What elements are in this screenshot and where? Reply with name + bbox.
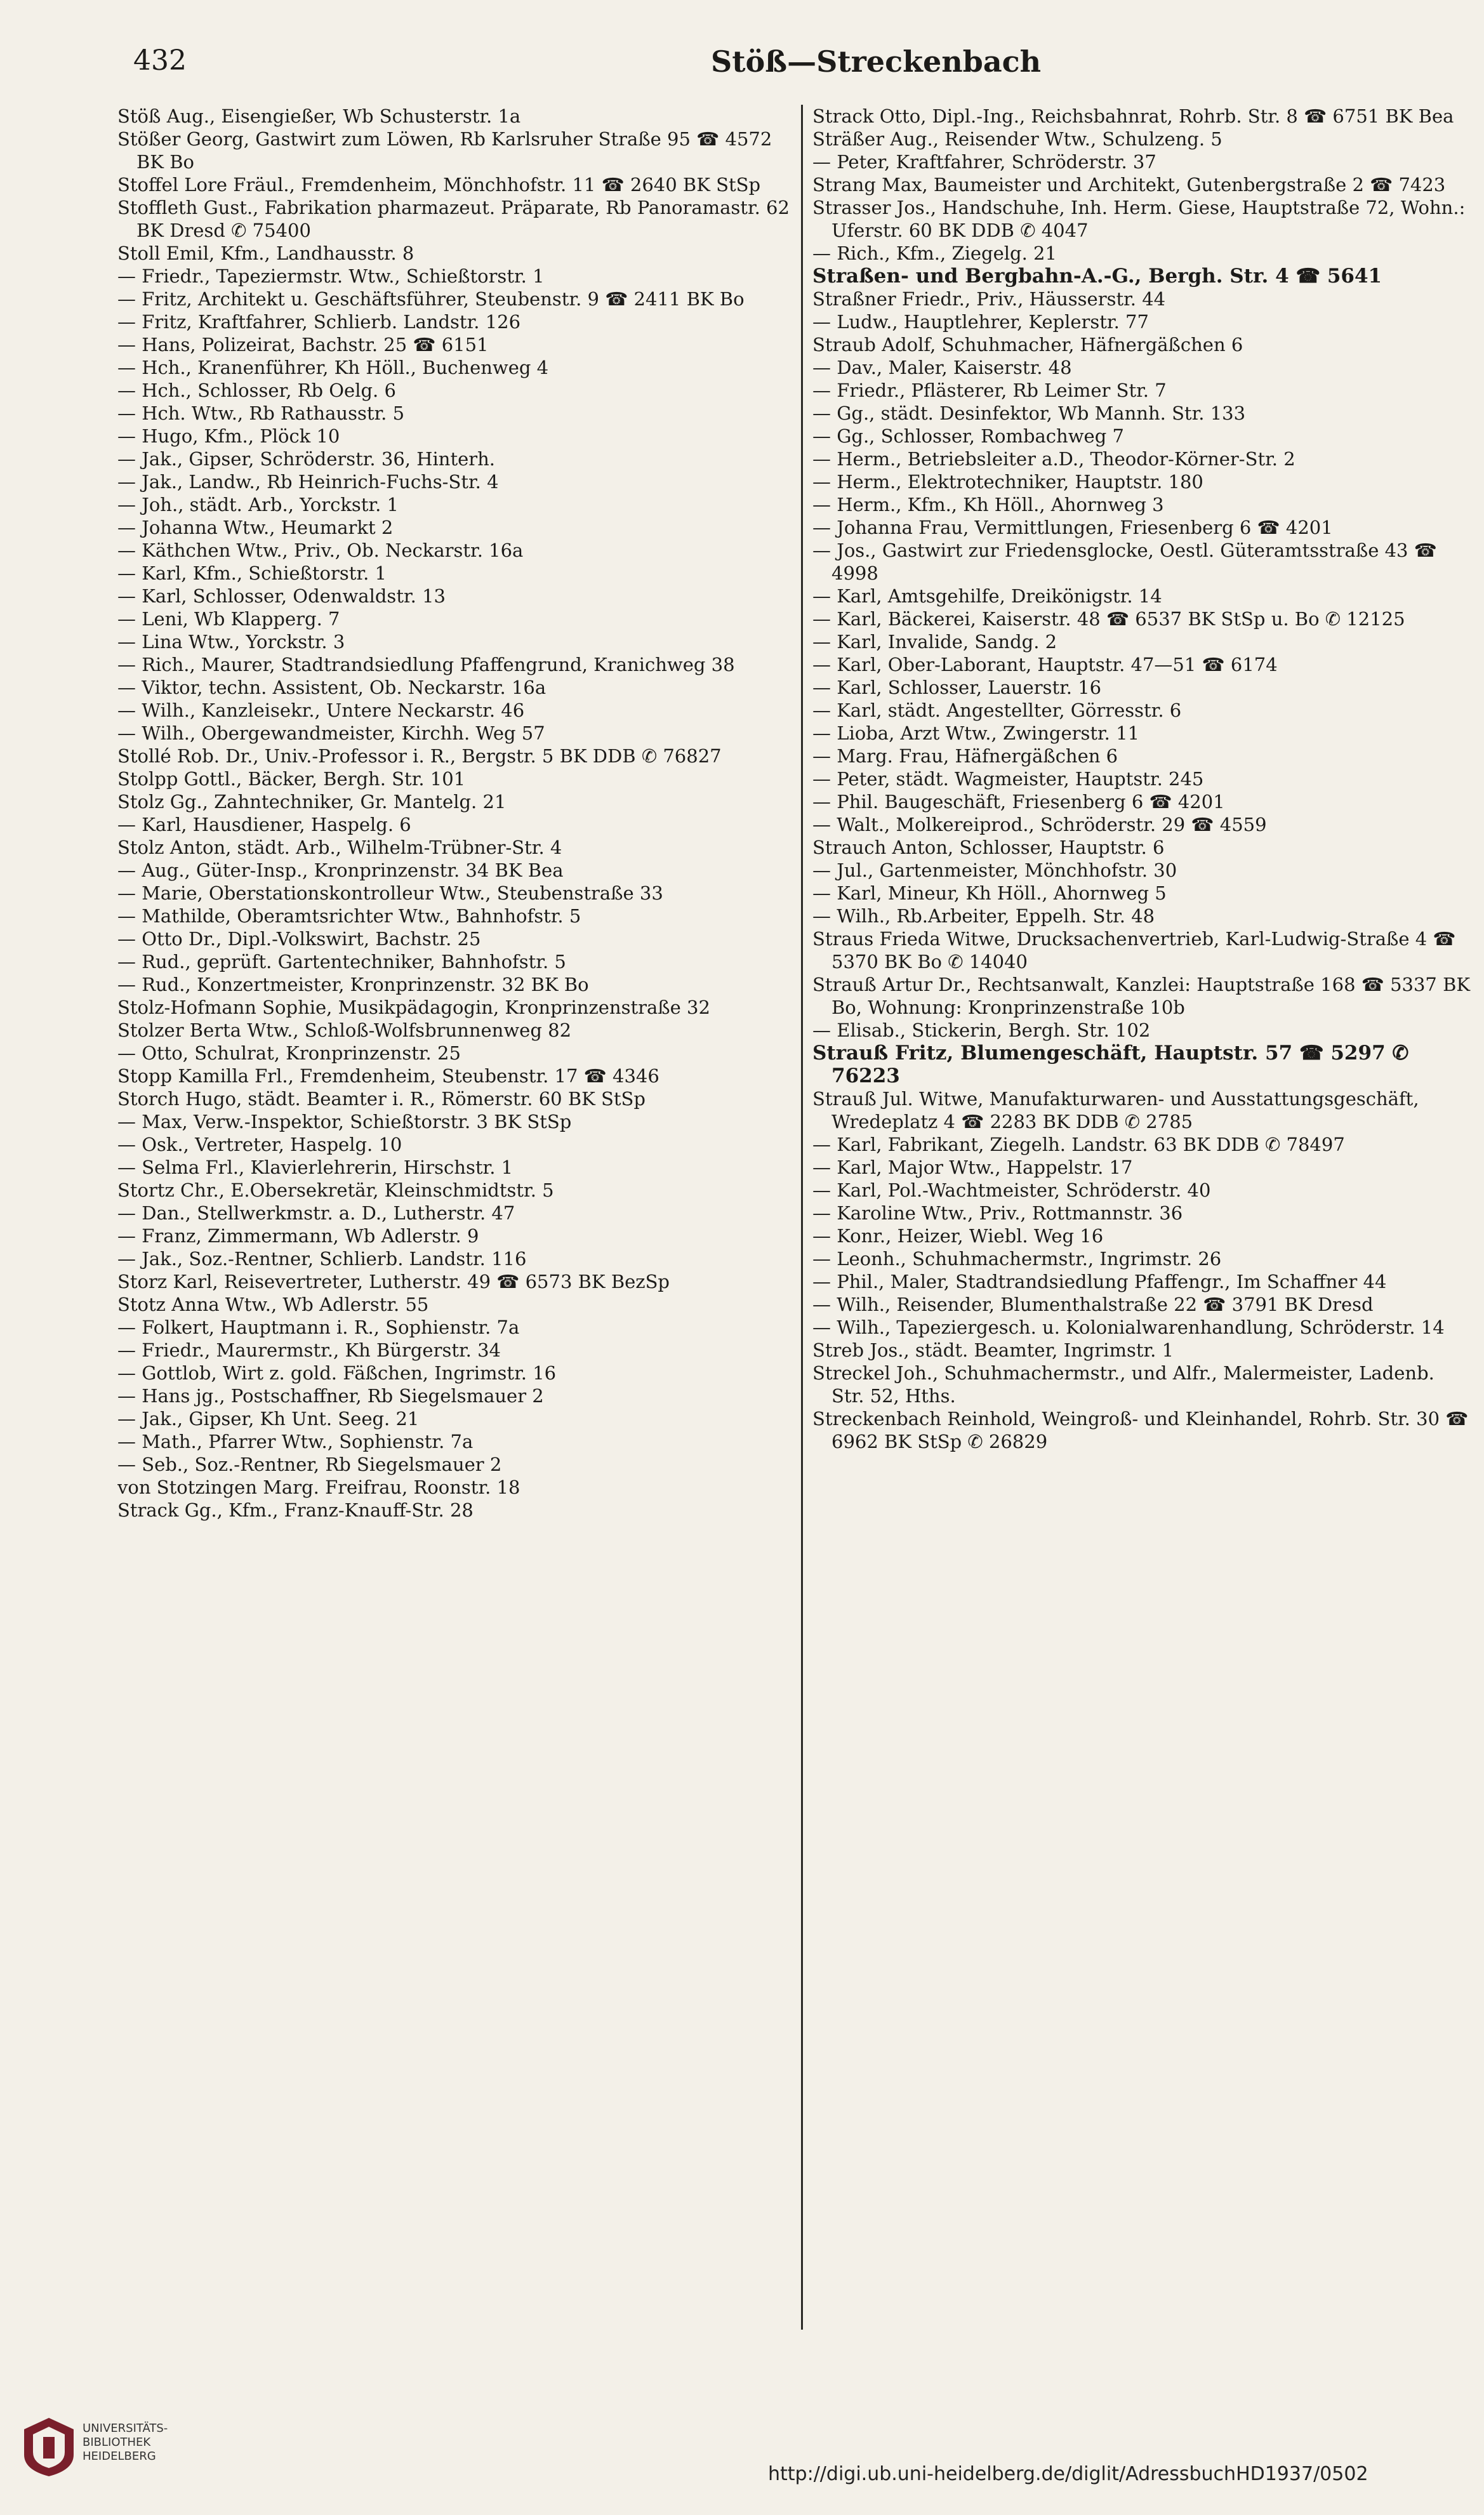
directory-entry: — Friedr., Maurermstr., Kh Bürgerstr. 34 [117, 1339, 501, 1361]
directory-entry: — Gg., städt. Desinfektor, Wb Mannh. Str. 133 [812, 402, 1246, 424]
left-column [117, 105, 797, 2330]
directory-entry: — Leni, Wb Klapperg. 7 [117, 608, 340, 630]
directory-entry: — Elisab., Stickerin, Bergh. Str. 102 [812, 1019, 1151, 1041]
directory-entry: Strauch Anton, Schlosser, Hauptstr. 6 [812, 837, 1165, 858]
directory-entry: Stoll Emil, Kfm., Landhausstr. 8 [117, 242, 414, 264]
directory-entry: Sträßer Aug., Reisender Wtw., Schulzeng. 5 [812, 128, 1222, 150]
directory-entry: — Math., Pfarrer Wtw., Sophienstr. 7a [117, 1431, 474, 1452]
directory-entry: Strack Gg., Kfm., Franz-Knauff-Str. 28 [117, 1499, 474, 1521]
directory-entry: Stolzer Berta Wtw., Schloß-Wolfsbrunnenweg 82 [117, 1019, 572, 1041]
directory-entry: — Wilh., Rb.Arbeiter, Eppelh. Str. 48 [812, 905, 1155, 927]
directory-entry: — Karl, städt. Angestellter, Görresstr. 6 [812, 700, 1182, 721]
directory-entry: Strauß Fritz, Blumengeschäft, Hauptstr. 57 ☎ 5297 ✆ 76223 [812, 1042, 1409, 1087]
directory-entry: — Karl, Kfm., Schießtorstr. 1 [117, 562, 387, 584]
directory-entry: — Max, Verw.-Inspektor, Schießtorstr. 3 BK StSp [117, 1111, 572, 1132]
directory-entry: — Franz, Zimmermann, Wb Adlerstr. 9 [117, 1225, 479, 1247]
directory-entry: — Friedr., Tapeziermstr. Wtw., Schießtorstr. 1 [117, 265, 545, 287]
directory-entry: — Karl, Amtsgehilfe, Dreikönigstr. 14 [812, 585, 1162, 607]
directory-entry: — Hch. Wtw., Rb Rathausstr. 5 [117, 402, 405, 424]
directory-entry: — Peter, Kraftfahrer, Schröderstr. 37 [812, 151, 1156, 173]
directory-entry: — Marg. Frau, Häfnergäßchen 6 [812, 745, 1118, 767]
directory-entry: Straub Adolf, Schuhmacher, Häfnergäßchen 6 [812, 334, 1243, 355]
directory-entry: Straus Frieda Witwe, Drucksachenvertrieb, Karl-Ludwig-Straße 4 ☎ 5370 BK Bo ✆ 14040 [812, 928, 1456, 972]
directory-entry: — Folkert, Hauptmann i. R., Sophienstr. 7a [117, 1317, 520, 1338]
directory-entry: — Rich., Kfm., Ziegelg. 21 [812, 242, 1057, 264]
directory-entry: — Johanna Frau, Vermittlungen, Friesenberg 6 ☎ 4201 [812, 517, 1333, 538]
directory-entry: — Fritz, Architekt u. Geschäftsführer, Steubenstr. 9 ☎ 2411 BK Bo [117, 288, 745, 310]
directory-entry: — Herm., Elektrotechniker, Hauptstr. 180 [812, 471, 1203, 493]
directory-entry: Stollé Rob. Dr., Univ.-Professor i. R., Bergstr. 5 BK DDB ✆ 76827 [117, 745, 722, 767]
directory-entry: — Phil., Maler, Stadtrandsiedlung Pfaffengr., Im Schaffner 44 [812, 1271, 1387, 1292]
directory-entry: — Otto Dr., Dipl.-Volkswirt, Bachstr. 25 [117, 928, 481, 950]
directory-entry: von Stotzingen Marg. Freifrau, Roonstr. 18 [117, 1476, 520, 1498]
directory-entry: — Lina Wtw., Yorckstr. 3 [117, 631, 345, 653]
directory-entry: — Jak., Gipser, Kh Unt. Seeg. 21 [117, 1408, 420, 1430]
directory-entry: — Karl, Pol.-Wachtmeister, Schröderstr. 40 [812, 1179, 1211, 1201]
directory-entry: — Jak., Landw., Rb Heinrich-Fuchs-Str. 4 [117, 471, 499, 493]
directory-entry: — Peter, städt. Wagmeister, Hauptstr. 245 [812, 768, 1204, 790]
directory-entry: Stortz Chr., E.Obersekretär, Kleinschmidtstr. 5 [117, 1179, 554, 1201]
directory-entry: — Hch., Schlosser, Rb Oelg. 6 [117, 380, 396, 401]
library-name [83, 2422, 168, 2464]
directory-entry: Stolpp Gottl., Bäcker, Bergh. Str. 101 [117, 768, 466, 790]
directory-entry: Stolz-Hofmann Sophie, Musikpädagogin, Kronprinzenstraße 32 [117, 997, 710, 1018]
directory-entry: — Fritz, Kraftfahrer, Schlierb. Landstr. 126 [117, 311, 521, 333]
directory-entry: — Jos., Gastwirt zur Friedensglocke, Oestl. Güteramtsstraße 43 ☎ 4998 [812, 540, 1437, 584]
source-url[interactable]: http://digi.ub.uni-heidelberg.de/diglit/AdressbuchHD1937/0502 [768, 2463, 1368, 2485]
directory-entry: — Konr., Heizer, Wiebl. Weg 16 [812, 1225, 1104, 1247]
directory-entry: — Karl, Ober-Laborant, Hauptstr. 47—51 ☎ 6174 [812, 654, 1278, 675]
directory-entry: — Jul., Gartenmeister, Mönchhofstr. 30 [812, 859, 1177, 881]
directory-entry: — Käthchen Wtw., Priv., Ob. Neckarstr. 16a [117, 540, 524, 561]
directory-entry: Straßner Friedr., Priv., Häusserstr. 44 [812, 288, 1166, 310]
directory-entry: Stolz Gg., Zahntechniker, Gr. Mantelg. 21 [117, 791, 507, 813]
directory-entry: — Gottlob, Wirt z. gold. Fäßchen, Ingrimstr. 16 [117, 1362, 557, 1384]
directory-entry: Strauß Jul. Witwe, Manufakturwaren- und Ausstattungsgeschäft, Wredeplatz 4 ☎ 2283 BK DDB ✆ 2785 [812, 1088, 1419, 1132]
directory-entry: Stopp Kamilla Frl., Fremdenheim, Steubenstr. 17 ☎ 4346 [117, 1065, 659, 1087]
directory-entry: — Karl, Mineur, Kh Höll., Ahornweg 5 [812, 882, 1167, 904]
library-logo-icon [20, 2415, 77, 2479]
directory-entry: — Dav., Maler, Kaiserstr. 48 [812, 357, 1072, 378]
directory-entry: — Karl, Fabrikant, Ziegelh. Landstr. 63 BK DDB ✆ 78497 [812, 1134, 1345, 1155]
library-name-line: BIBLIOTHEK [83, 2436, 151, 2449]
directory-entry: — Walt., Molkereiprod., Schröderstr. 29 ☎ 4559 [812, 814, 1267, 835]
directory-entry: — Rud., geprüft. Gartentechniker, Bahnhofstr. 5 [117, 951, 566, 972]
directory-entry: — Karl, Schlosser, Odenwaldstr. 13 [117, 585, 446, 607]
library-name-line: HEIDELBERG [83, 2450, 156, 2463]
directory-entry: Storch Hugo, städt. Beamter i. R., Römerstr. 60 BK StSp [117, 1088, 646, 1110]
page-header-title: Stöß—Streckenbach [711, 44, 1042, 79]
directory-entry: Stoffleth Gust., Fabrikation pharmazeut. Präparate, Rb Panoramastr. 62 BK Dresd ✆ 75400 [117, 197, 790, 241]
directory-entry: — Wilh., Reisender, Blumenthalstraße 22 ☎ 3791 BK Dresd [812, 1294, 1374, 1315]
directory-entry: — Gg., Schlosser, Rombachweg 7 [812, 425, 1124, 447]
page-number: 432 [133, 44, 187, 77]
library-name-line: UNIVERSITÄTS- [83, 2422, 168, 2435]
directory-entry: — Hch., Kranenführer, Kh Höll., Buchenweg 4 [117, 357, 549, 378]
directory-entry: — Friedr., Pflästerer, Rb Leimer Str. 7 [812, 380, 1167, 401]
directory-entry: Strack Otto, Dipl.-Ing., Reichsbahnrat, Rohrb. Str. 8 ☎ 6751 BK Bea [812, 105, 1454, 127]
directory-entry: Stolz Anton, städt. Arb., Wilhelm-Trübner-Str. 4 [117, 837, 562, 858]
directory-entry: — Selma Frl., Klavierlehrerin, Hirschstr. 1 [117, 1157, 513, 1178]
directory-entry: — Aug., Güter-Insp., Kronprinzenstr. 34 BK Bea [117, 859, 564, 881]
directory-entry: — Johanna Wtw., Heumarkt 2 [117, 517, 394, 538]
directory-entry: Stoffel Lore Fräul., Fremdenheim, Mönchhofstr. 11 ☎ 2640 BK StSp [117, 174, 761, 196]
directory-entry: Stöß Aug., Eisengießer, Wb Schusterstr. 1a [117, 105, 521, 127]
directory-entry: — Herm., Kfm., Kh Höll., Ahornweg 3 [812, 494, 1164, 515]
directory-entry: — Hans jg., Postschaffner, Rb Siegelsmauer 2 [117, 1385, 544, 1407]
directory-entry: — Mathilde, Oberamtsrichter Wtw., Bahnhofstr. 5 [117, 905, 581, 927]
directory-entry: — Rich., Maurer, Stadtrandsiedlung Pfaffengrund, Kranichweg 38 [117, 654, 735, 675]
directory-entry: — Otto, Schulrat, Kronprinzenstr. 25 [117, 1042, 461, 1064]
directory-entry: — Jak., Soz.-Rentner, Schlierb. Landstr. 116 [117, 1248, 527, 1270]
directory-entry: — Rud., Konzertmeister, Kronprinzenstr. 32 BK Bo [117, 974, 589, 995]
directory-entry: — Wilh., Tapeziergesch. u. Kolonialwarenhandlung, Schröderstr. 14 [812, 1317, 1445, 1338]
directory-entry: — Leonh., Schuhmachermstr., Ingrimstr. 26 [812, 1248, 1222, 1270]
directory-entry: Straßen- und Bergbahn-A.-G., Bergh. Str. 4 ☎ 5641 [812, 265, 1382, 288]
directory-entry: — Hugo, Kfm., Plöck 10 [117, 425, 340, 447]
directory-entry: — Wilh., Kanzleisekr., Untere Neckarstr. 46 [117, 700, 525, 721]
directory-entry: — Phil. Baugeschäft, Friesenberg 6 ☎ 4201 [812, 791, 1225, 813]
right-column [812, 105, 1473, 2330]
directory-entry: — Viktor, techn. Assistent, Ob. Neckarstr. 16a [117, 677, 547, 698]
directory-entry: — Seb., Soz.-Rentner, Rb Siegelsmauer 2 [117, 1454, 502, 1475]
directory-entry: — Karl, Schlosser, Lauerstr. 16 [812, 677, 1102, 698]
directory-entry: — Wilh., Obergewandmeister, Kirchh. Weg 57 [117, 722, 545, 744]
directory-entry: Stotz Anna Wtw., Wb Adlerstr. 55 [117, 1294, 429, 1315]
directory-entry: Strauß Artur Dr., Rechtsanwalt, Kanzlei: Hauptstraße 168 ☎ 5337 BK Bo, Wohnung: Kronprinzenstraße 10b [812, 974, 1471, 1018]
directory-entry: — Ludw., Hauptlehrer, Keplerstr. 77 [812, 311, 1149, 333]
directory-entry: Streckel Joh., Schuhmachermstr., und Alfr., Malermeister, Ladenb. Str. 52, Hths. [812, 1362, 1434, 1407]
directory-entry: — Osk., Vertreter, Haspelg. 10 [117, 1134, 402, 1155]
directory-entry: Stößer Georg, Gastwirt zum Löwen, Rb Karlsruher Straße 95 ☎ 4572 BK Bo [117, 128, 772, 173]
directory-entry: — Lioba, Arzt Wtw., Zwingerstr. 11 [812, 722, 1140, 744]
directory-entry: — Marie, Oberstationskontrolleur Wtw., Steubenstraße 33 [117, 882, 663, 904]
directory-entry: — Karl, Bäckerei, Kaiserstr. 48 ☎ 6537 BK StSp u. Bo ✆ 12125 [812, 608, 1405, 630]
directory-entry: — Karl, Hausdiener, Haspelg. 6 [117, 814, 411, 835]
directory-entry: — Karl, Invalide, Sandg. 2 [812, 631, 1057, 653]
directory-entry: — Karoline Wtw., Priv., Rottmannstr. 36 [812, 1202, 1183, 1224]
column-divider [801, 105, 803, 2330]
directory-entry: — Herm., Betriebsleiter a.D., Theodor-Körner-Str. 2 [812, 448, 1295, 470]
directory-entry: — Dan., Stellwerkmstr. a. D., Lutherstr. 47 [117, 1202, 515, 1224]
directory-entry: Streckenbach Reinhold, Weingroß- und Kleinhandel, Rohrb. Str. 30 ☎ 6962 BK StSp ✆ 26829 [812, 1408, 1469, 1452]
directory-entry: Strasser Jos., Handschuhe, Inh. Herm. Giese, Hauptstraße 72, Wohn.: Uferstr. 60 BK DDB ✆ 4047 [812, 197, 1466, 241]
directory-entry: Streb Jos., städt. Beamter, Ingrimstr. 1 [812, 1339, 1174, 1361]
directory-entry: — Jak., Gipser, Schröderstr. 36, Hinterh. [117, 448, 496, 470]
directory-entry: Storz Karl, Reisevertreter, Lutherstr. 49 ☎ 6573 BK BezSp [117, 1271, 670, 1292]
directory-entry: — Karl, Major Wtw., Happelstr. 17 [812, 1157, 1133, 1178]
directory-entry: Strang Max, Baumeister und Architekt, Gutenbergstraße 2 ☎ 7423 [812, 174, 1446, 196]
directory-entry: — Joh., städt. Arb., Yorckstr. 1 [117, 494, 399, 515]
directory-entry: — Hans, Polizeirat, Bachstr. 25 ☎ 6151 [117, 334, 489, 355]
